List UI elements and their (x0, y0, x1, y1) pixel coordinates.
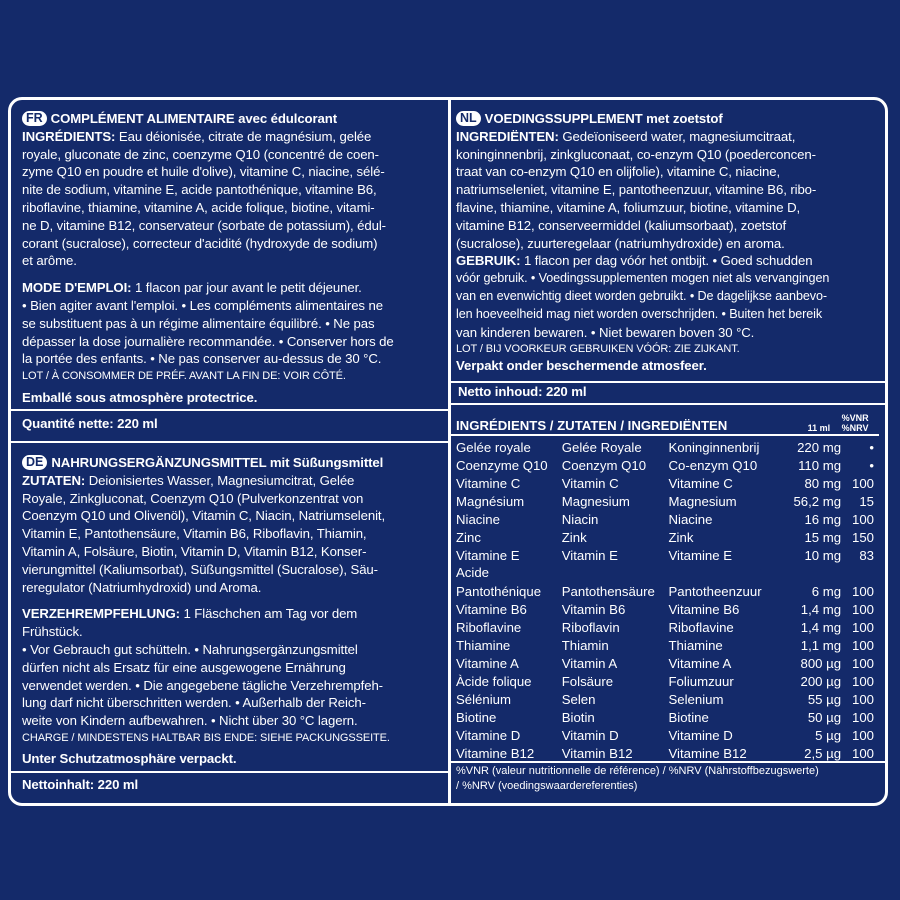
fr-badge: FR (22, 111, 47, 126)
de-usage-line: • Vor Gebrauch gut schütteln. • Nahrungsergänzungsmittel (22, 641, 358, 657)
fr-ingredients-line: riboflavine, thiamine, vitamine A, acide folique, biotine, vitami- (22, 199, 375, 215)
de-quantity: Nettoinhalt: 220 ml (22, 777, 139, 792)
fr-ingredients-label: INGRÉDIENTS: (22, 128, 116, 144)
cell-de: Vitamin B6 (561, 602, 626, 617)
fr-lot: LOT / À CONSOMMER DE PRÉF. AVANT LA FIN DE: VOIR CÔTÉ. (22, 370, 346, 383)
nl-usage-label: GEBRUIK: (456, 253, 521, 269)
table-header-divider (451, 434, 879, 436)
table-row (456, 457, 874, 475)
fr-ingredients (22, 128, 442, 146)
cell-de: Pantothensäure (561, 584, 655, 599)
table-row (456, 439, 874, 457)
fr-ingredients-line: ne D, vitamine B12, conservateur (sorbate de potassium), édul- (22, 217, 386, 233)
fr-ingredients-line: zyme Q10 en poudre et huile d'olive), vitamine C, niacine, sélé- (22, 164, 385, 180)
cell-vnr: • (869, 458, 875, 473)
cell-de: Magnesium (561, 494, 630, 509)
cell-de: Biotin (561, 710, 595, 725)
cell-vnr: 100 (852, 584, 875, 599)
de-ingredients-line: Deionisiertes Wasser, Magnesiumcitrat, Gelée (85, 472, 355, 488)
cell-de: Niacin (561, 512, 599, 527)
cell-fr: Zinc (456, 530, 481, 545)
footnote-line: / %NRV (voedingswaardereferenties) (456, 780, 638, 792)
fr-usage-line: 1 flacon par jour avant le petit déjeuner. (131, 280, 362, 296)
de-usage-line: dürfen nicht als Ersatz für eine ausgewogene Ernährung (22, 659, 346, 675)
cell-amount: 220 mg (797, 440, 842, 455)
nl-ingredients (456, 128, 881, 146)
cell-vnr: 100 (852, 728, 875, 743)
cell-amount: 1,4 mg (800, 602, 842, 617)
footnote-line: %VNR (valeur nutritionnelle de référence) / %NRV (Nährstoffbezugswerte) (456, 765, 819, 777)
cell-amount: 5 µg (815, 728, 842, 743)
cell-de: Vitamin A (561, 656, 618, 671)
fr-ingredients-line: Eau déionisée, citrate de magnésium, gelée (115, 128, 372, 144)
cell-nl: Pantotheenzuur (668, 584, 762, 599)
cell-amount: 10 mg (804, 548, 842, 563)
nl-ingredients-line: koninginnenbrij, zinkgluconaat, co-enzym Q10 (poederconcen- (456, 146, 816, 162)
fr-section (22, 110, 442, 407)
cell-vnr: 150 (852, 530, 875, 545)
nl-ingredients-line: Gedeïoniseerd water, magnesiumcitraat, (558, 128, 796, 144)
de-ingredients-line: Royale, Zinkgluconat, Coenzym Q10 (Pulverkonzentrat von (22, 490, 364, 506)
cell-fr: Vitamine A (456, 656, 519, 671)
cell-fr: Coenzyme Q10 (456, 458, 548, 473)
fr-usage-line: dépasser la dose journalière recommandée. • Conserver hors de (22, 333, 394, 349)
fr-usage-line: se substituent pas à un régime alimentaire équilibré. • Ne pas (22, 315, 375, 331)
cell-fr: Gelée royale (456, 440, 531, 455)
table-row (456, 691, 874, 709)
cell-vnr: 100 (852, 710, 875, 725)
nl-usage-line: len hoeveelheid mag niet worden overschrijden. • Buiten het bereik (456, 306, 823, 321)
table-row (456, 511, 874, 529)
fr-divider (11, 409, 448, 411)
nl-section (456, 110, 881, 375)
nl-usage-line: vóór gebruik. • Voedingssupplementen mogen niet als vervangingen (456, 271, 830, 286)
de-usage-line: lung darf nicht überschritten werden. • Außerhalb der Reich- (22, 695, 366, 711)
de-ingredients-line: reregulator (Natriumhydroxid) und Aroma. (22, 579, 262, 595)
cell-fr (456, 547, 562, 581)
cell-amount: 15 mg (804, 530, 842, 545)
cell-fr: Vitamine D (456, 728, 521, 743)
nl-usage-line: van en evenwichtig dieet worden gebruikt. • De dagelijkse aanbevo- (456, 288, 827, 303)
table-header-vnr-2: %NRV (841, 423, 869, 433)
cell-amount: 50 µg (807, 710, 842, 725)
cell-fr: Vitamine B12 (456, 746, 535, 761)
table-header-vnr-1: %VNR (841, 413, 869, 423)
cell-fr: Magnésium (456, 494, 525, 509)
cell-nl: Vitamine E (668, 548, 733, 563)
de-ingredients-line: vierungmittel (Kaliumsorbat), Süßungsmittel (Sucralose), Säu- (22, 561, 378, 577)
de-ingredients-line: Vitamin E, Pantothensäure, Vitamin B6, Riboflavin, Thiamin, (22, 526, 367, 542)
table-header-vnr (836, 413, 874, 433)
cell-vnr: 100 (852, 746, 875, 761)
nl-badge: NL (456, 111, 481, 126)
cell-fr: Niacine (456, 512, 500, 527)
nl-quantity: Netto inhoud: 220 ml (458, 384, 587, 399)
fr-quantity: Quantité nette: 220 ml (22, 416, 158, 431)
cell-de: Vitamin B12 (561, 746, 633, 761)
de-usage-line: Frühstück. (22, 624, 83, 640)
cell-nl: Vitamine B6 (668, 602, 740, 617)
cell-nl: Vitamine B12 (668, 746, 747, 761)
cell-de: Zink (561, 530, 587, 545)
table-header-label: INGRÉDIENTS / ZUTATEN / INGREDIËNTEN (456, 418, 728, 433)
cell-amount: 110 mg (798, 458, 842, 473)
cell-fr: Thiamine (456, 638, 511, 653)
table-row (456, 583, 874, 601)
nl-table-divider (451, 403, 886, 405)
cell-fr: Vitamine C (456, 476, 521, 491)
cell-amount: 16 mg (804, 512, 842, 527)
de-ingredients-line: Vitamin A, Folsäure, Biotin, Vitamin D, Vitamin B12, Konser- (22, 543, 367, 559)
fr-usage (22, 279, 442, 297)
cell-amount: 55 µg (807, 692, 842, 707)
cell-de: Riboflavin (561, 620, 620, 635)
cell-nl: Thiamine (668, 638, 723, 653)
de-ingredients-line: Coenzym Q10 und Olivenöl), Vitamin C, Niacin, Natriumselenit, (22, 508, 386, 524)
fr-title (22, 110, 442, 128)
cell-de: Coenzym Q10 (561, 458, 647, 473)
fr-packaged: Emballé sous atmosphère protectrice. (22, 390, 258, 406)
table-row (456, 601, 874, 619)
de-divider (11, 771, 448, 773)
cell-fr: Àcide folique (456, 674, 532, 689)
cell-nl: Vitamine D (668, 728, 733, 743)
fr-ingredients-line: nite de sodium, vitamine E, acide pantothénique, vitamine B6, (22, 182, 377, 198)
nl-ingredients-line: natriumseleniet, vitamine E, pantotheenzuur, vitamine B6, ribo- (456, 182, 817, 198)
cell-de: Vitamin E (561, 548, 618, 563)
cell-vnr: 100 (852, 656, 875, 671)
cell-nl: Vitamine C (668, 476, 733, 491)
de-usage (22, 605, 442, 623)
cell-fr: Pantothénique (456, 584, 542, 599)
de-section (22, 454, 442, 768)
cell-amount: 56,2 mg (793, 494, 842, 509)
cell-nl: Riboflavine (668, 620, 734, 635)
cell-nl: Niacine (668, 512, 713, 527)
nl-title-text: VOEDINGSSUPPLEMENT met zoetstof (484, 111, 723, 126)
cell-de: Vitamin D (561, 728, 619, 743)
table-row (456, 727, 874, 745)
cell-nl: Koninginnenbrij (668, 440, 760, 455)
fr-ingredients-line: royale, gluconate de zinc, coenzyme Q10 (concentré de coen- (22, 146, 379, 162)
de-usage-line: weite von Kindern aufbewahren. • Nicht über 30 °C lagern. (22, 713, 358, 729)
cell-nl: Selenium (668, 692, 724, 707)
nl-ingredients-line: (sucralose), zuurteregelaar (natriumhydroxide) en aroma. (456, 235, 785, 251)
table-row (456, 475, 874, 493)
cell-de: Vitamin C (561, 476, 619, 491)
de-packaged: Unter Schutzatmosphäre verpackt. (22, 750, 237, 766)
table-body (456, 439, 874, 763)
cell-vnr: 100 (852, 602, 875, 617)
table-row (456, 655, 874, 673)
nl-title (456, 110, 881, 128)
table-row (456, 673, 874, 691)
cell-de: Thiamin (561, 638, 609, 653)
table-header (456, 407, 874, 433)
cell-vnr: 100 (852, 476, 875, 491)
cell-fr: Biotine (456, 710, 497, 725)
table-row (456, 619, 874, 637)
table-row (456, 637, 874, 655)
de-badge: DE (22, 455, 47, 470)
de-ingredients (22, 472, 442, 490)
fr-usage-label: MODE D'EMPLOI: (22, 280, 132, 296)
table-row (456, 709, 874, 727)
nl-ingredients-label: INGREDIËNTEN: (456, 128, 559, 144)
cell-vnr: 83 (859, 548, 875, 563)
cell-amount: 80 mg (804, 476, 842, 491)
cell-amount: 2,5 µg (804, 746, 842, 761)
de-usage-label: VERZEHREMPFEHLUNG: (22, 606, 180, 622)
de-usage-line: verwendet werden. • Die angegebene tägliche Verzehrempfeh- (22, 677, 383, 693)
cell-vnr: • (869, 440, 875, 455)
cell-nl: Co-enzym Q10 (668, 458, 758, 473)
cell-vnr: 100 (852, 620, 875, 635)
nl-usage (456, 252, 881, 270)
fr-de-divider (11, 441, 448, 443)
nl-ingredients-line: vitamine B12, conserveermiddel (kaliumsorbaat), zoetstof (456, 217, 787, 233)
cell-nl: Zink (668, 530, 694, 545)
cell-fr-line: Vitamine E (456, 548, 520, 563)
de-usage-line: 1 Fläschchen am Tag vor dem (179, 606, 358, 622)
cell-fr: Riboflavine (456, 620, 522, 635)
cell-nl: Foliumzuur (668, 674, 734, 689)
table-row (456, 493, 874, 511)
cell-fr: Sélénium (456, 692, 511, 707)
cell-de: Folsäure (561, 674, 614, 689)
cell-amount: 1,1 mg (800, 638, 842, 653)
column-divider (448, 100, 451, 804)
cell-vnr: 15 (859, 494, 875, 509)
nl-ingredients-line: flavine, thiamine, vitamine A, foliumzuur, biotine, vitamine D, (456, 199, 801, 215)
de-title (22, 454, 442, 472)
table-row (456, 547, 874, 583)
cell-amount: 1,4 mg (800, 620, 842, 635)
cell-nl: Vitamine A (668, 656, 732, 671)
de-lot: CHARGE / MINDESTENS HALTBAR BIS ENDE: SIEHE PACKUNGSSEITE. (22, 731, 390, 744)
cell-amount: 6 mg (811, 584, 842, 599)
fr-usage-line: • Bien agiter avant l'emploi. • Les compléments alimentaires ne (22, 297, 383, 313)
cell-amount: 800 µg (800, 656, 842, 671)
cell-vnr: 100 (852, 512, 875, 527)
table-row (456, 529, 874, 547)
fr-title-text: COMPLÉMENT ALIMENTAIRE avec édulcorant (50, 111, 338, 126)
de-title-text: NAHRUNGSERGÄNZUNGSMITTEL mit Süßungsmittel (51, 455, 384, 470)
cell-vnr: 100 (852, 638, 875, 653)
table-footer-divider (451, 761, 886, 763)
cell-fr: Vitamine B6 (456, 602, 527, 617)
nl-ingredients-line: traat van co-enzym Q10 en olijfolie), vitamine C, niacine, (456, 164, 781, 180)
fr-ingredients-line: et arôme. (22, 253, 77, 269)
cell-fr-line: Acide (456, 565, 489, 580)
nutrition-table (456, 407, 874, 763)
fr-usage-line: la portée des enfants. • Ne pas conserver au-dessus de 30 °C. (22, 351, 382, 367)
cell-nl: Magnesium (668, 494, 737, 509)
fr-ingredients-line: corant (sucralose), correcteur d'acidité (hydroxyde de sodium) (22, 235, 378, 251)
cell-amount: 200 µg (800, 674, 842, 689)
de-ingredients-label: ZUTATEN: (22, 472, 86, 488)
table-footnote (456, 764, 876, 794)
cell-de: Gelée Royale (561, 440, 642, 455)
nl-packaged: Verpakt onder beschermende atmosfeer. (456, 358, 707, 374)
cell-vnr: 100 (852, 692, 875, 707)
cell-de: Selen (561, 692, 596, 707)
cell-vnr: 100 (852, 674, 875, 689)
cell-nl: Biotine (668, 710, 709, 725)
nl-usage-line: 1 flacon per dag vóór het ontbijt. • Goed schudden (520, 253, 813, 269)
nl-usage-line: van kinderen bewaren. • Niet bewaren boven 30 °C. (456, 324, 755, 340)
table-header-ml: 11 ml (807, 423, 831, 433)
nl-lot: LOT / BIJ VOORKEUR GEBRUIKEN VÓÓR: ZIE ZIJKANT. (456, 343, 740, 356)
